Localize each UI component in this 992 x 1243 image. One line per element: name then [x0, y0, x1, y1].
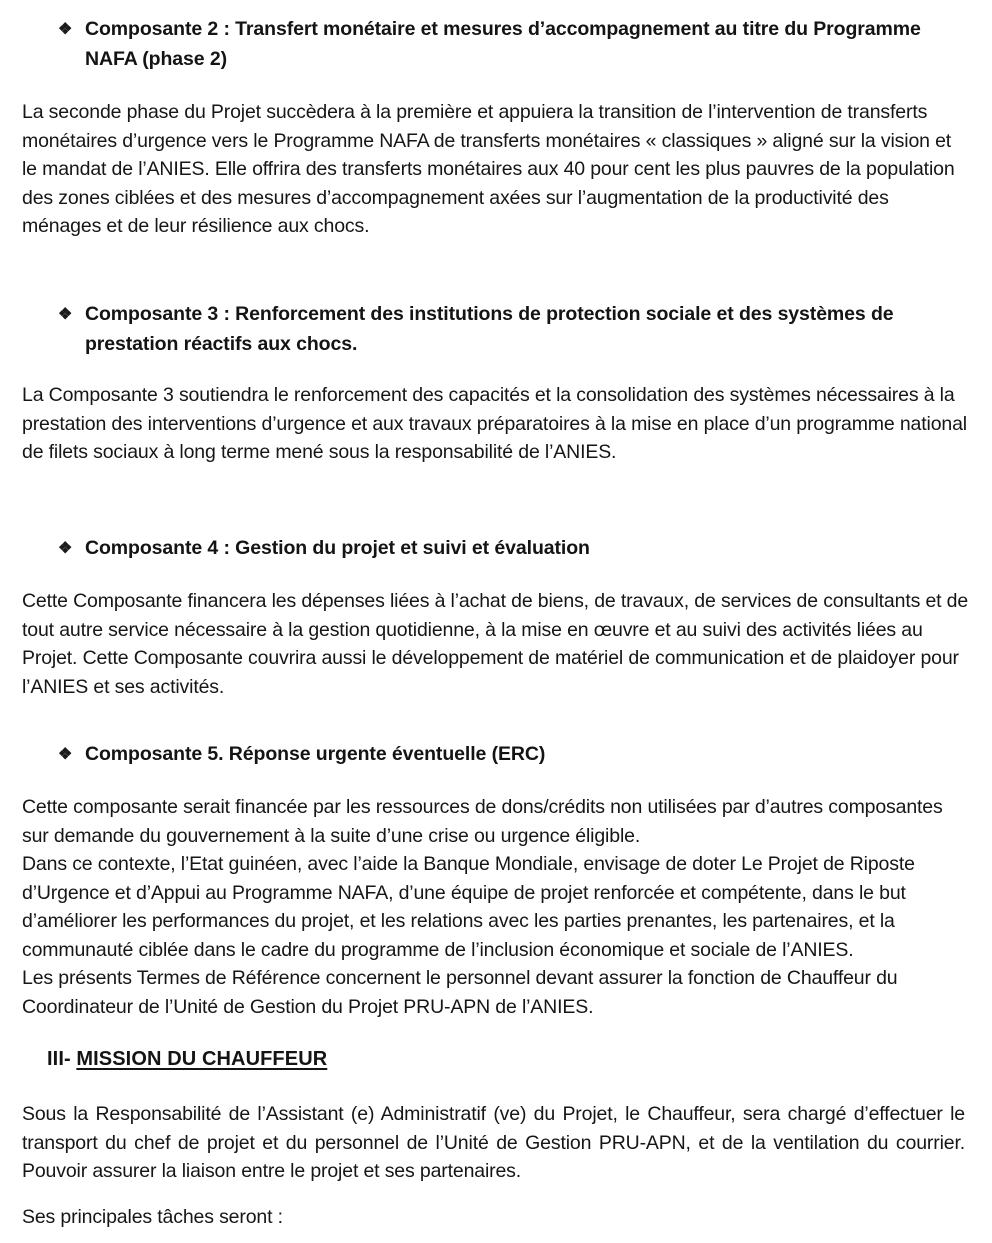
- composante-5-heading: [58, 739, 928, 769]
- composante-4-heading-text: Composante 4 : Gestion du projet et suivi et évaluation: [85, 537, 590, 559]
- composante-5-body-part-3: Les présents Termes de Référence concernent le personnel devant assurer la fonction de Chauffeur du Coordinateur de l’Unité de Gestion du Projet PRU-APN de l’ANIES.: [22, 967, 898, 1018]
- diamond-bullet-icon: ❖: [58, 746, 73, 763]
- mission-section-number: III-: [47, 1048, 77, 1070]
- composante-4-heading: [58, 533, 928, 563]
- composante-5-body-part-2: Dans ce contexte, l’Etat guinéen, avec l’aide la Banque Mondiale, envisage de doter Le Projet de Riposte d’Urgence et d’Appui au Programme NAFA, d’une équipe de projet renforcée et compétente, dans le but d’améliorer les performances du projet, et les relations avec les parties prenantes, les partenaires, et la communauté ciblée dans le cadre du programme de l’inclusion économique et sociale de l’ANIES.: [22, 853, 915, 961]
- tasks-intro-text: Ses principales tâches seront :: [22, 1206, 283, 1228]
- diamond-bullet-icon: ❖: [58, 540, 73, 557]
- composante-3-heading: [58, 299, 928, 359]
- composante-2-heading-text: Composante 2 : Transfert monétaire et mesures d’accompagnement au titre du Programme NAFA (phase 2): [85, 18, 921, 70]
- mission-section-title: MISSION DU CHAUFFEUR: [76, 1048, 328, 1070]
- diamond-bullet-icon: ❖: [58, 21, 73, 38]
- composante-5-body-part-1: Cette composante serait financée par les ressources de dons/crédits non utilisées par d’autres composantes sur demande du gouvernement à la suite d’une crise ou urgence éligible.: [22, 796, 943, 847]
- composante-2-heading: [58, 14, 948, 74]
- mission-section-body: Sous la Responsabilité de l’Assistant (e) Administratif (ve) du Projet, le Chauffeur, sera chargé d’effectuer le transport du chef de projet et du personnel de l’Unité de Gestion PRU-APN, et de la ventilation du courrier. Pouvoir assurer la liaison entre le projet et ses partenaires.: [22, 1103, 965, 1183]
- composante-2-body: La seconde phase du Projet succèdera à la première et appuiera la transition de l’intervention de transferts monétaires d’urgence vers le Programme NAFA de transferts monétaires « classiques » aligné sur la vision et le mandat de l’ANIES. Elle offrira des transferts monétaires aux 40 pour cent les plus pauvres de la population des zones ciblées et des mesures d’accompagnement axées sur l’augmentation de la productivité des ménages et de leur résilience aux chocs.: [22, 101, 955, 238]
- diamond-bullet-icon: ❖: [58, 306, 73, 323]
- composante-4-body: Cette Composante financera les dépenses liées à l’achat de biens, de travaux, de services de consultants et de tout autre service nécessaire à la gestion quotidienne, à la mise en œuvre et au suivi des activités liées au Projet. Cette Composante couvrira aussi le développement de matériel de communication et de plaidoyer pour l’ANIES et ses activités.: [22, 590, 969, 698]
- composante-3-heading-text: Composante 3 : Renforcement des institutions de protection sociale et des systèmes de prestation réactifs aux chocs.: [85, 303, 894, 355]
- composante-5-heading-text: Composante 5. Réponse urgente éventuelle (ERC): [85, 743, 546, 765]
- mission-section-heading: [47, 1045, 747, 1073]
- composante-3-body: La Composante 3 soutiendra le renforcement des capacités et la consolidation des systèmes nécessaires à la prestation des interventions d’urgence et aux travaux préparatoires à la mise en place d’un programme national de filets sociaux à long terme mené sous la responsabilité de l’ANIES.: [22, 384, 967, 464]
